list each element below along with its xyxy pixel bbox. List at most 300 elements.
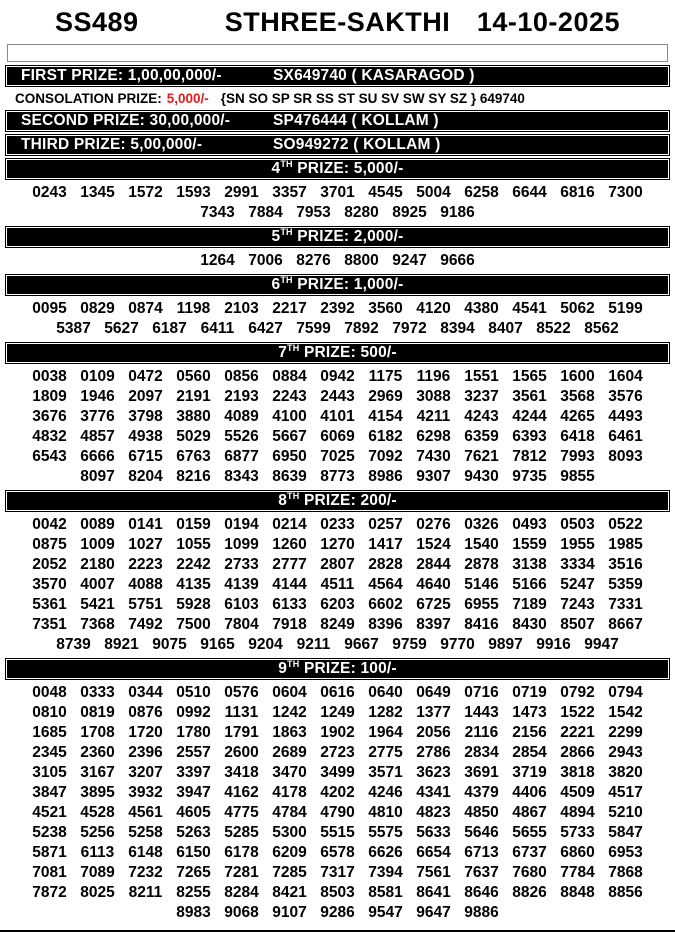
- prize-number: 7993: [560, 448, 595, 465]
- prize-number: 5199: [608, 300, 643, 317]
- prize-number: 9307: [416, 468, 451, 485]
- prize-number: 7621: [464, 448, 499, 465]
- prize-number: 2854: [512, 744, 547, 761]
- prize-number: 5526: [224, 428, 259, 445]
- header: [0, 5, 675, 42]
- prize-number: 2396: [128, 744, 163, 761]
- prize-number: 0194: [224, 516, 259, 533]
- prize-number: 9165: [200, 636, 235, 653]
- prize-number: 7081: [32, 864, 67, 881]
- tier-7-prize-title: 7TH PRIZE: 500/-: [278, 342, 397, 362]
- prize-number: 7953: [296, 204, 331, 221]
- prize-number: 6543: [32, 448, 67, 465]
- prize-number: 6666: [80, 448, 115, 465]
- prize-number: 6182: [368, 428, 403, 445]
- third-prize-winner: SO949272 ( KOLLAM ): [273, 136, 441, 153]
- prize-number: 1242: [272, 704, 307, 721]
- prize-number: 0109: [80, 368, 115, 385]
- prize-number: 3516: [608, 556, 643, 573]
- prize-number: 8284: [224, 884, 259, 901]
- prize-number: 1551: [464, 368, 499, 385]
- tier-8-prize-title: 8TH PRIZE: 200/-: [278, 490, 397, 510]
- prize-number: 4867: [512, 804, 547, 821]
- prize-number: 6461: [608, 428, 643, 445]
- prize-number: 4089: [224, 408, 259, 425]
- prize-number: 4178: [272, 784, 307, 801]
- prize-number: 2180: [80, 556, 115, 573]
- tier-4-prize-numbers: [0, 182, 675, 224]
- consolation-amount: 5,000/-: [166, 90, 209, 106]
- prize-number: 8397: [416, 616, 451, 633]
- prize-number: 2097: [128, 388, 163, 405]
- prize-number: 7092: [368, 448, 403, 465]
- prize-number: 0326: [464, 516, 499, 533]
- prize-number: 4088: [128, 576, 163, 593]
- tier-8-prize-header: [5, 490, 670, 512]
- prize-number: 3676: [32, 408, 67, 425]
- prize-number: 1282: [368, 704, 403, 721]
- prize-number: 4823: [416, 804, 451, 821]
- draw-date: 14-10-2025: [476, 7, 620, 37]
- prize-number: 4810: [368, 804, 403, 821]
- prize-number: 4135: [176, 576, 211, 593]
- prize-number: 3568: [560, 388, 595, 405]
- prize-number: 9667: [344, 636, 379, 653]
- prize-number: 6713: [464, 844, 499, 861]
- prize-number: 0257: [368, 516, 403, 533]
- prize-number: 8204: [128, 468, 163, 485]
- prize-number: 5387: [56, 320, 91, 337]
- prize-number: 5361: [32, 596, 67, 613]
- prize-number: 4850: [464, 804, 499, 821]
- prize-number: 0159: [176, 516, 211, 533]
- prize-number: 0042: [32, 516, 67, 533]
- prize-number: 2243: [272, 388, 307, 405]
- prize-number: 1708: [80, 724, 115, 741]
- prize-number: 8562: [584, 320, 619, 337]
- prize-number: 7025: [320, 448, 355, 465]
- prize-number: 0214: [272, 516, 307, 533]
- prize-number: 4243: [464, 408, 499, 425]
- prize-number: 2834: [464, 744, 499, 761]
- prize-number: 3820: [608, 764, 643, 781]
- prize-number: 1902: [320, 724, 355, 741]
- prize-number: 4265: [560, 408, 595, 425]
- prize-number: 3880: [176, 408, 211, 425]
- prize-number: 4379: [464, 784, 499, 801]
- prize-number: 4380: [464, 300, 499, 317]
- prize-number: 7599: [296, 320, 331, 337]
- prize-number: 0992: [176, 704, 211, 721]
- prize-number: 6150: [176, 844, 211, 861]
- prize-number: 9647: [416, 904, 451, 921]
- prize-number: 2392: [320, 300, 355, 317]
- prize-number: 5029: [176, 428, 211, 445]
- prize-number: 9211: [296, 636, 331, 653]
- prize-number: 8394: [440, 320, 475, 337]
- prize-number: 6187: [152, 320, 187, 337]
- second-prize-bar: [5, 110, 670, 132]
- prize-number: 4509: [560, 784, 595, 801]
- prize-number: 1559: [512, 536, 547, 553]
- prize-number: 2223: [128, 556, 163, 573]
- prize-number: 1270: [320, 536, 355, 553]
- prize-number: 0141: [128, 516, 163, 533]
- prize-number: 4101: [320, 408, 355, 425]
- prize-number: 7281: [224, 864, 259, 881]
- tier-5-prize-header: [5, 226, 670, 248]
- prize-number: 1198: [176, 300, 211, 317]
- prize-number: 2777: [272, 556, 307, 573]
- prize-number: 6955: [464, 596, 499, 613]
- prize-number: 3334: [560, 556, 595, 573]
- prize-number: 1791: [224, 724, 259, 741]
- prize-number: 7006: [248, 252, 283, 269]
- prize-number: 5238: [32, 824, 67, 841]
- prize-number: 2828: [368, 556, 403, 573]
- prize-number: 2116: [464, 724, 499, 741]
- prize-number: 8097: [80, 468, 115, 485]
- prize-number: 7561: [416, 864, 451, 881]
- blank-strip: [7, 44, 668, 62]
- prize-number: 8925: [392, 204, 427, 221]
- prize-number: 2156: [512, 724, 547, 741]
- prize-number: 2193: [224, 388, 259, 405]
- prize-number: 8581: [368, 884, 403, 901]
- prize-number: 5062: [560, 300, 595, 317]
- prize-number: 8639: [272, 468, 307, 485]
- prize-number: 4894: [560, 804, 595, 821]
- prize-number: 1443: [464, 704, 499, 721]
- prize-number: 8800: [344, 252, 379, 269]
- prize-number: 0510: [176, 684, 211, 701]
- prize-number: 0640: [368, 684, 403, 701]
- prize-number: 8848: [560, 884, 595, 901]
- prize-number: 1249: [320, 704, 355, 721]
- prize-number: 2191: [176, 388, 211, 405]
- prize-number: 1524: [416, 536, 451, 553]
- prize-number: 7368: [80, 616, 115, 633]
- prize-number: 1196: [416, 368, 451, 385]
- prize-number: 7232: [128, 864, 163, 881]
- prize-number: 7089: [80, 864, 115, 881]
- prize-number: 0876: [128, 704, 163, 721]
- prize-number: 1009: [80, 536, 115, 553]
- prize-number: 1685: [32, 724, 67, 741]
- prize-number: 9947: [584, 636, 619, 653]
- prize-number: 9068: [224, 904, 259, 921]
- prize-number: 4211: [416, 408, 451, 425]
- prize-number: 8986: [368, 468, 403, 485]
- prize-number: 8280: [344, 204, 379, 221]
- prize-number: 7884: [248, 204, 283, 221]
- prize-number: 1522: [560, 704, 595, 721]
- prize-number: 5646: [464, 824, 499, 841]
- prize-number: 4154: [368, 408, 403, 425]
- prize-number: 4144: [272, 576, 307, 593]
- tier-4-prize-title: 4TH PRIZE: 5,000/-: [271, 158, 404, 178]
- prize-number: 5263: [176, 824, 211, 841]
- prize-number: 6715: [128, 448, 163, 465]
- prize-number: 7784: [560, 864, 595, 881]
- prize-number: 5928: [176, 596, 211, 613]
- prize-number: 6411: [200, 320, 235, 337]
- prize-number: 8921: [104, 636, 139, 653]
- prize-number: 9666: [440, 252, 475, 269]
- prize-number: 4545: [368, 184, 403, 201]
- prize-number: 6602: [368, 596, 403, 613]
- prize-number: 6258: [464, 184, 499, 201]
- prize-number: 4561: [128, 804, 163, 821]
- prize-number: 6644: [512, 184, 547, 201]
- prize-number: 8255: [176, 884, 211, 901]
- prize-number: 4406: [512, 784, 547, 801]
- prize-number: 1099: [224, 536, 259, 553]
- tier-6-prize-header: [5, 274, 670, 296]
- prize-number: 8507: [560, 616, 595, 633]
- prize-number: 8249: [320, 616, 355, 633]
- prize-number: 4244: [512, 408, 547, 425]
- second-prize-winner: SP476444 ( KOLLAM ): [273, 112, 439, 129]
- prize-number: 6953: [608, 844, 643, 861]
- prize-number: 3719: [512, 764, 547, 781]
- prize-number: 0344: [128, 684, 163, 701]
- prize-number: 0794: [608, 684, 643, 701]
- prize-number: 7331: [608, 596, 643, 613]
- prize-number: 2103: [224, 300, 259, 317]
- prize-number: 2969: [368, 388, 403, 405]
- prize-number: 9547: [368, 904, 403, 921]
- prize-number: 6626: [368, 844, 403, 861]
- prize-number: 1542: [608, 704, 643, 721]
- prize-number: 2844: [416, 556, 451, 573]
- prize-number: 3847: [32, 784, 67, 801]
- prize-number: 5421: [80, 596, 115, 613]
- prize-number: 1955: [560, 536, 595, 553]
- prize-number: 0276: [416, 516, 451, 533]
- prize-number: 0649: [416, 684, 451, 701]
- prize-number: 9186: [440, 204, 475, 221]
- prize-number: 2878: [464, 556, 499, 573]
- prize-number: 1964: [368, 724, 403, 741]
- prize-number: 0604: [272, 684, 307, 701]
- tier-5-prize-title: 5TH PRIZE: 2,000/-: [271, 226, 404, 246]
- prize-number: 4938: [128, 428, 163, 445]
- prize-number: 7317: [320, 864, 355, 881]
- prize-number: 1055: [176, 536, 211, 553]
- tier-4-prize-header: [5, 158, 670, 180]
- prize-number: 0810: [32, 704, 67, 721]
- prize-number: 0874: [128, 300, 163, 317]
- tier-5-prize-numbers: [0, 250, 675, 272]
- prize-number: 4120: [416, 300, 451, 317]
- prize-number: 0243: [32, 184, 67, 201]
- prize-number: 7892: [344, 320, 379, 337]
- prize-number: 3570: [32, 576, 67, 593]
- first-prize-bar: [5, 65, 670, 87]
- prize-number: 9916: [536, 636, 571, 653]
- prize-number: 9759: [392, 636, 427, 653]
- prize-number: 3470: [272, 764, 307, 781]
- prize-number: 3798: [128, 408, 163, 425]
- prize-number: 2443: [320, 388, 355, 405]
- prize-number: 7430: [416, 448, 451, 465]
- prize-number: 5627: [104, 320, 139, 337]
- prize-number: 5285: [224, 824, 259, 841]
- prize-number: 6816: [560, 184, 595, 201]
- prize-number: 6393: [512, 428, 547, 445]
- prize-number: 3701: [320, 184, 355, 201]
- prize-number: 1809: [32, 388, 67, 405]
- prize-number: 0576: [224, 684, 259, 701]
- prize-number: 6427: [248, 320, 283, 337]
- prize-number: 5146: [464, 576, 499, 593]
- prize-number: 4100: [272, 408, 307, 425]
- prize-number: 5210: [608, 804, 643, 821]
- prize-number: 0472: [128, 368, 163, 385]
- prize-number: 7300: [608, 184, 643, 201]
- prize-number: 7394: [368, 864, 403, 881]
- prize-number: 1946: [80, 388, 115, 405]
- prize-number: 4541: [512, 300, 547, 317]
- prize-number: 4775: [224, 804, 259, 821]
- prize-number: 7680: [512, 864, 547, 881]
- prize-number: 8856: [608, 884, 643, 901]
- prize-number: 4246: [368, 784, 403, 801]
- prize-number: 0560: [176, 368, 211, 385]
- prize-number: 1572: [128, 184, 163, 201]
- prize-number: 2943: [608, 744, 643, 761]
- prize-number: 9286: [320, 904, 355, 921]
- prize-number: 1175: [368, 368, 403, 385]
- prize-number: 2052: [32, 556, 67, 573]
- prize-number: 0503: [560, 516, 595, 533]
- prize-number: 8522: [536, 320, 571, 337]
- prize-number: 1593: [176, 184, 211, 201]
- prize-number: 8421: [272, 884, 307, 901]
- prize-number: 3088: [416, 388, 451, 405]
- prize-number: 2557: [176, 744, 211, 761]
- prize-number: 6950: [272, 448, 307, 465]
- prize-number: 0829: [80, 300, 115, 317]
- prize-number: 3105: [32, 764, 67, 781]
- prize-number: 8503: [320, 884, 355, 901]
- prize-number: 5575: [368, 824, 403, 841]
- consolation-row: [0, 89, 675, 108]
- prize-number: 6578: [320, 844, 355, 861]
- prize-number: 5166: [512, 576, 547, 593]
- prize-number: 8773: [320, 468, 355, 485]
- prize-number: 5733: [560, 824, 595, 841]
- prize-number: 7872: [32, 884, 67, 901]
- prize-number: 4521: [32, 804, 67, 821]
- prize-number: 8343: [224, 468, 259, 485]
- prize-number: 0884: [272, 368, 307, 385]
- prize-number: 3776: [80, 408, 115, 425]
- prize-number: 3357: [272, 184, 307, 201]
- prize-number: 1345: [80, 184, 115, 201]
- prize-number: 8641: [416, 884, 451, 901]
- prize-number: 2221: [560, 724, 595, 741]
- prize-number: 9770: [440, 636, 475, 653]
- prize-number: 6654: [416, 844, 451, 861]
- prize-number: 9855: [560, 468, 595, 485]
- prize-number: 8216: [176, 468, 211, 485]
- tier-6-prize-title: 6TH PRIZE: 1,000/-: [271, 274, 404, 294]
- prize-number: 2689: [272, 744, 307, 761]
- prize-number: 4784: [272, 804, 307, 821]
- prize-number: 6133: [272, 596, 307, 613]
- prize-number: 5004: [416, 184, 451, 201]
- prize-number: 3560: [368, 300, 403, 317]
- prize-number: 2723: [320, 744, 355, 761]
- prize-number: 2866: [560, 744, 595, 761]
- prize-number: 2600: [224, 744, 259, 761]
- prize-number: 0856: [224, 368, 259, 385]
- prize-number: 7500: [176, 616, 211, 633]
- lottery-name: STHREE-SAKTHI: [224, 7, 451, 37]
- prize-number: 8396: [368, 616, 403, 633]
- prize-number: 5871: [32, 844, 67, 861]
- prize-number: 2807: [320, 556, 355, 573]
- prize-number: 6359: [464, 428, 499, 445]
- prize-number: 6209: [272, 844, 307, 861]
- prize-number: 6113: [80, 844, 115, 861]
- prize-number: 7918: [272, 616, 307, 633]
- prize-number: 1131: [224, 704, 259, 721]
- prize-number: 8826: [512, 884, 547, 901]
- prize-number: 0716: [464, 684, 499, 701]
- draw-code: SS489: [55, 7, 139, 37]
- prize-number: 0048: [32, 684, 67, 701]
- prize-number: 8646: [464, 884, 499, 901]
- prize-number: 4007: [80, 576, 115, 593]
- prize-number: 0719: [512, 684, 547, 701]
- prize-number: 4640: [416, 576, 451, 593]
- prize-number: 4493: [608, 408, 643, 425]
- prize-number: 1027: [128, 536, 163, 553]
- prize-number: 2786: [416, 744, 451, 761]
- prize-number: 9735: [512, 468, 547, 485]
- prize-number: 0875: [32, 536, 67, 553]
- prize-number: 5258: [128, 824, 163, 841]
- prize-number: 8983: [176, 904, 211, 921]
- prize-number: 4517: [608, 784, 643, 801]
- prize-number: 5847: [608, 824, 643, 841]
- prize-number: 6877: [224, 448, 259, 465]
- prize-number: 5751: [128, 596, 163, 613]
- prize-number: 6069: [320, 428, 355, 445]
- prize-number: 3418: [224, 764, 259, 781]
- prize-number: 5667: [272, 428, 307, 445]
- prize-number: 7812: [512, 448, 547, 465]
- prize-number: 1473: [512, 704, 547, 721]
- prize-number: 1985: [608, 536, 643, 553]
- prize-number: 4139: [224, 576, 259, 593]
- prize-number: 7637: [464, 864, 499, 881]
- prize-number: 4857: [80, 428, 115, 445]
- prize-number: 3691: [464, 764, 499, 781]
- prize-number: 0333: [80, 684, 115, 701]
- prize-number: 2242: [176, 556, 211, 573]
- prize-number: 8093: [608, 448, 643, 465]
- prize-number: 5633: [416, 824, 451, 841]
- prize-number: 3561: [512, 388, 547, 405]
- prize-number: 3818: [560, 764, 595, 781]
- prize-number: 1780: [176, 724, 211, 741]
- prize-number: 9430: [464, 468, 499, 485]
- prize-number: 3138: [512, 556, 547, 573]
